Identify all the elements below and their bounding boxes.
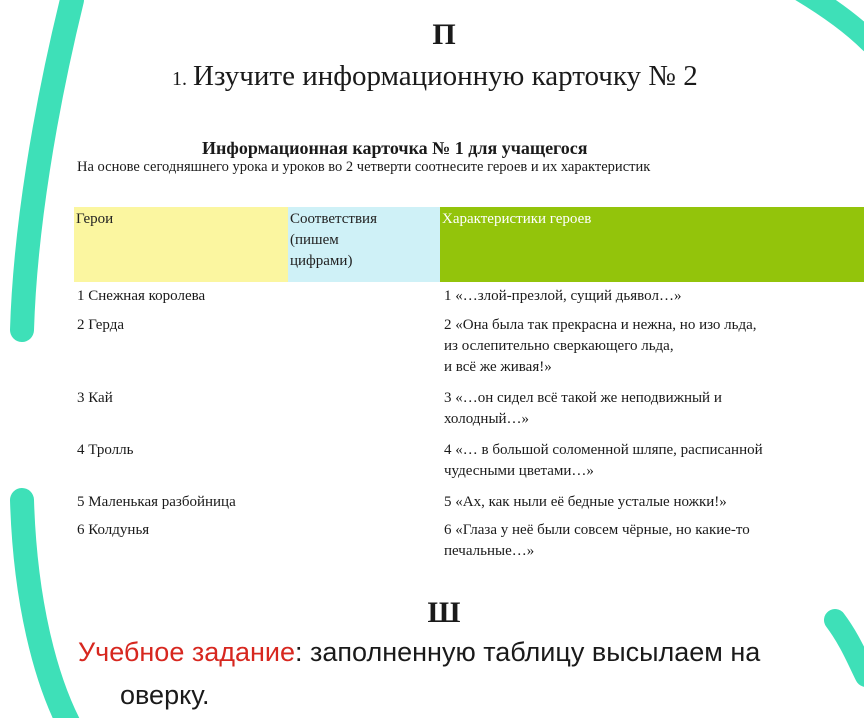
trait-1-line-1: 1 «…злой-презлой, сущий дьявол…» [444, 288, 682, 304]
trait-6-line-2: печальные…» [444, 543, 535, 559]
trait-3-line-1: 3 «…он сидел всё такой же неподвижный и [444, 390, 722, 406]
trait-5-line-1: 5 «Ах, как ныли её бедные усталые ножки!» [444, 494, 727, 510]
trait-2-line-1: 2 «Она была так прекрасна и нежна, но изо льда, [444, 317, 757, 333]
header-heroes-label: Герои [76, 211, 114, 227]
hero-cell-5: 5 Маленькая разбойница [77, 494, 236, 510]
trait-4-line-1: 4 «… в большой соломенной шляпе, расписанной [444, 442, 763, 458]
card-title: Информационная карточка № 1 для учащегося [202, 138, 588, 158]
card-instructions: На основе сегодняшнего урока и уроков во 2 четверти соотнесите героев и их характеристик [77, 159, 651, 175]
task-two-text: : заполненную таблицу высылаем на [295, 637, 761, 667]
hero-cell-3: 3 Кай [77, 390, 113, 406]
task-two-label: Учебное задание [78, 637, 296, 667]
section-number-three: Ш [427, 596, 461, 629]
header-match [288, 207, 440, 282]
header-traits-label: Характеристики героев [442, 211, 592, 227]
hero-cell-6: 6 Колдунья [77, 522, 150, 538]
trait-cell-4 [444, 440, 864, 482]
trait-2-line-2: из ослепительно сверкающего льда, [444, 338, 674, 354]
header-match-line-1: Соответствия [290, 211, 377, 227]
trait-cell-1 [444, 286, 864, 307]
hero-cell-2: 2 Герда [77, 317, 125, 333]
task-one-text: Изучите информационную карточку № 2 [193, 60, 698, 92]
trait-cell-5 [444, 492, 864, 513]
header-heroes [74, 207, 288, 282]
task-two-line [78, 635, 760, 670]
header-match-line-2: (пишем [290, 232, 339, 248]
hero-cell-4: 4 Тролль [77, 442, 134, 458]
trait-4-line-2: чудесными цветами…» [444, 463, 594, 479]
trait-cell-3 [444, 388, 864, 430]
header-match-line-3: цифрами) [290, 253, 353, 269]
trait-6-line-1: 6 «Глаза у неё были совсем чёрные, но какие-то [444, 522, 750, 538]
hero-cell-1: 1 Снежная королева [77, 288, 206, 304]
header-traits [440, 207, 864, 282]
task-one-number: 1. [172, 68, 187, 90]
trait-2-line-3: и всё же живая!» [444, 359, 552, 375]
trait-cell-2 [444, 315, 864, 378]
trait-3-line-2: холодный…» [444, 411, 530, 427]
task-two-line-2: оверку. [120, 680, 210, 710]
trait-cell-6 [444, 520, 864, 562]
task-one-line [172, 60, 698, 93]
section-number-two: П [432, 18, 456, 51]
